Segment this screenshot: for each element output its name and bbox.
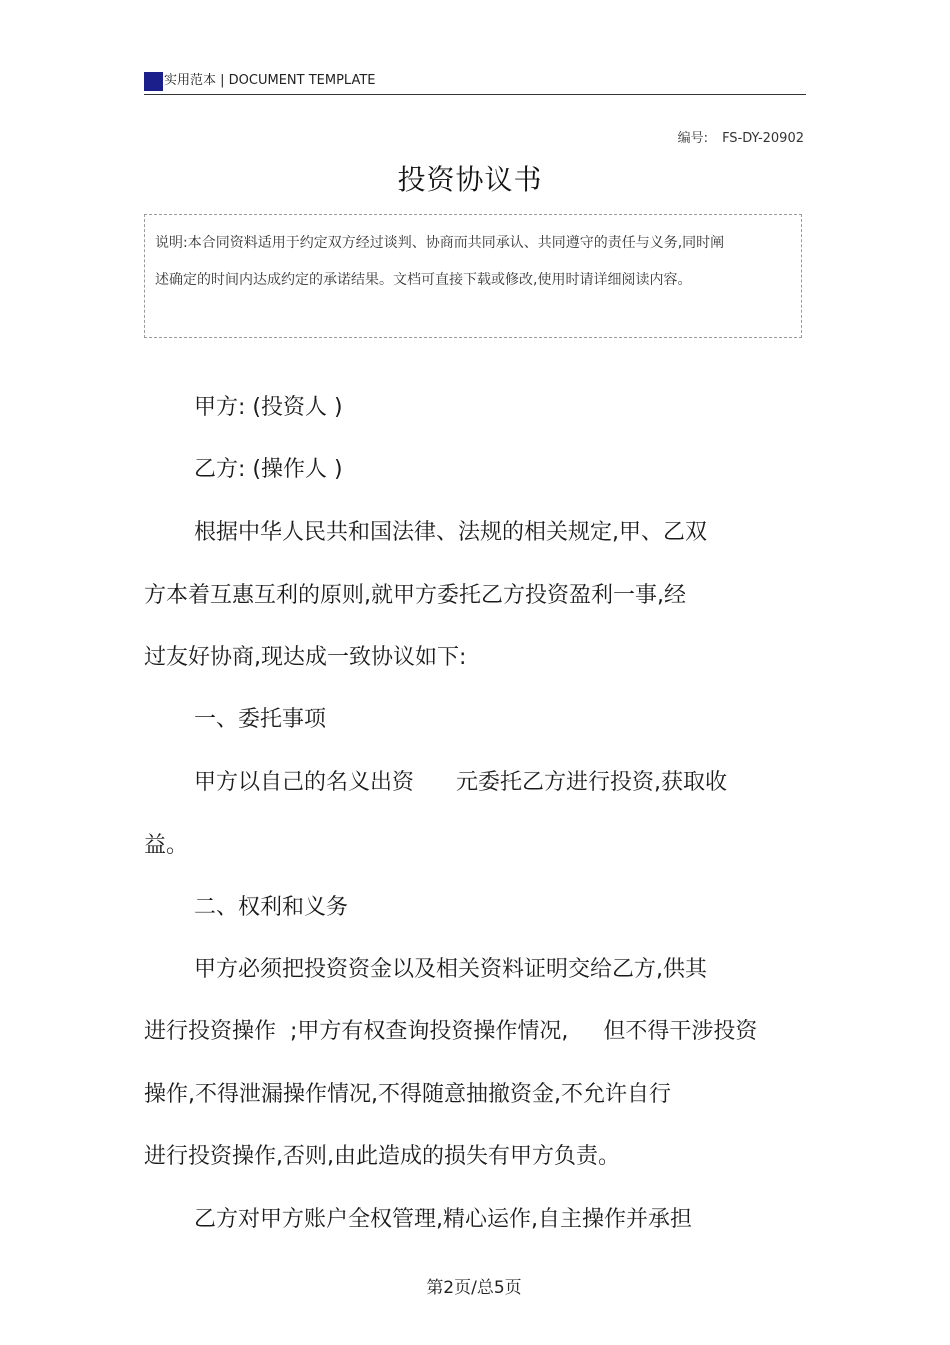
body-line: 过友好协商,现达成一致协议如下: (144, 645, 467, 670)
party-b-line: 乙方: (操作人 ) (194, 457, 343, 482)
header-text: 实用范本 | DOCUMENT TEMPLATE (164, 73, 376, 88)
body-line: 操作,不得泄漏操作情况,不得随意抽撤资金,不允许自行 (144, 1082, 671, 1107)
logo-square-icon (144, 72, 163, 91)
page-footer: 第2页/总5页 (426, 1278, 522, 1298)
body-line: 甲方以自己的名义出资 元委托乙方进行投资,获取收 (194, 770, 727, 795)
party-a-line: 甲方: (投资人 ) (194, 395, 343, 420)
document-number-label: 编号: (677, 131, 709, 146)
document-number-value: FS-DY-20902 (722, 131, 804, 146)
body-line: 根据中华人民共和国法律、法规的相关规定,甲、乙双 (194, 520, 707, 545)
body-line: 益。 (144, 833, 189, 858)
note-box (144, 214, 802, 338)
section-heading: 二、权利和义务 (194, 895, 349, 920)
body-line: 甲方必须把投资资金以及相关资料证明交给乙方,供其 (194, 957, 707, 982)
document-header (144, 70, 806, 95)
body-line: 方本着互惠互利的原则,就甲方委托乙方投资盈利一事,经 (144, 583, 686, 608)
document-number (678, 127, 804, 146)
body-line: 乙方对甲方账户全权管理,精心运作,自主操作并承担 (194, 1207, 692, 1232)
body-line: 进行投资操作 ;甲方有权查询投资操作情况, 但不得干涉投资 (144, 1019, 758, 1044)
section-heading: 一、委托事项 (194, 707, 327, 732)
note-text: 说明:本合同资料适用于约定双方经过谈判、协商而共同承认、共同遵守的责任与义务,同时阐述确定的时间内达成约定的承诺结果。文档可直接下载或修改,使用时请详细阅读内容。 (155, 235, 725, 288)
body-line: 进行投资操作,否则,由此造成的损失有甲方负责。 (144, 1144, 620, 1169)
document-title: 投资协议书 (397, 163, 543, 196)
